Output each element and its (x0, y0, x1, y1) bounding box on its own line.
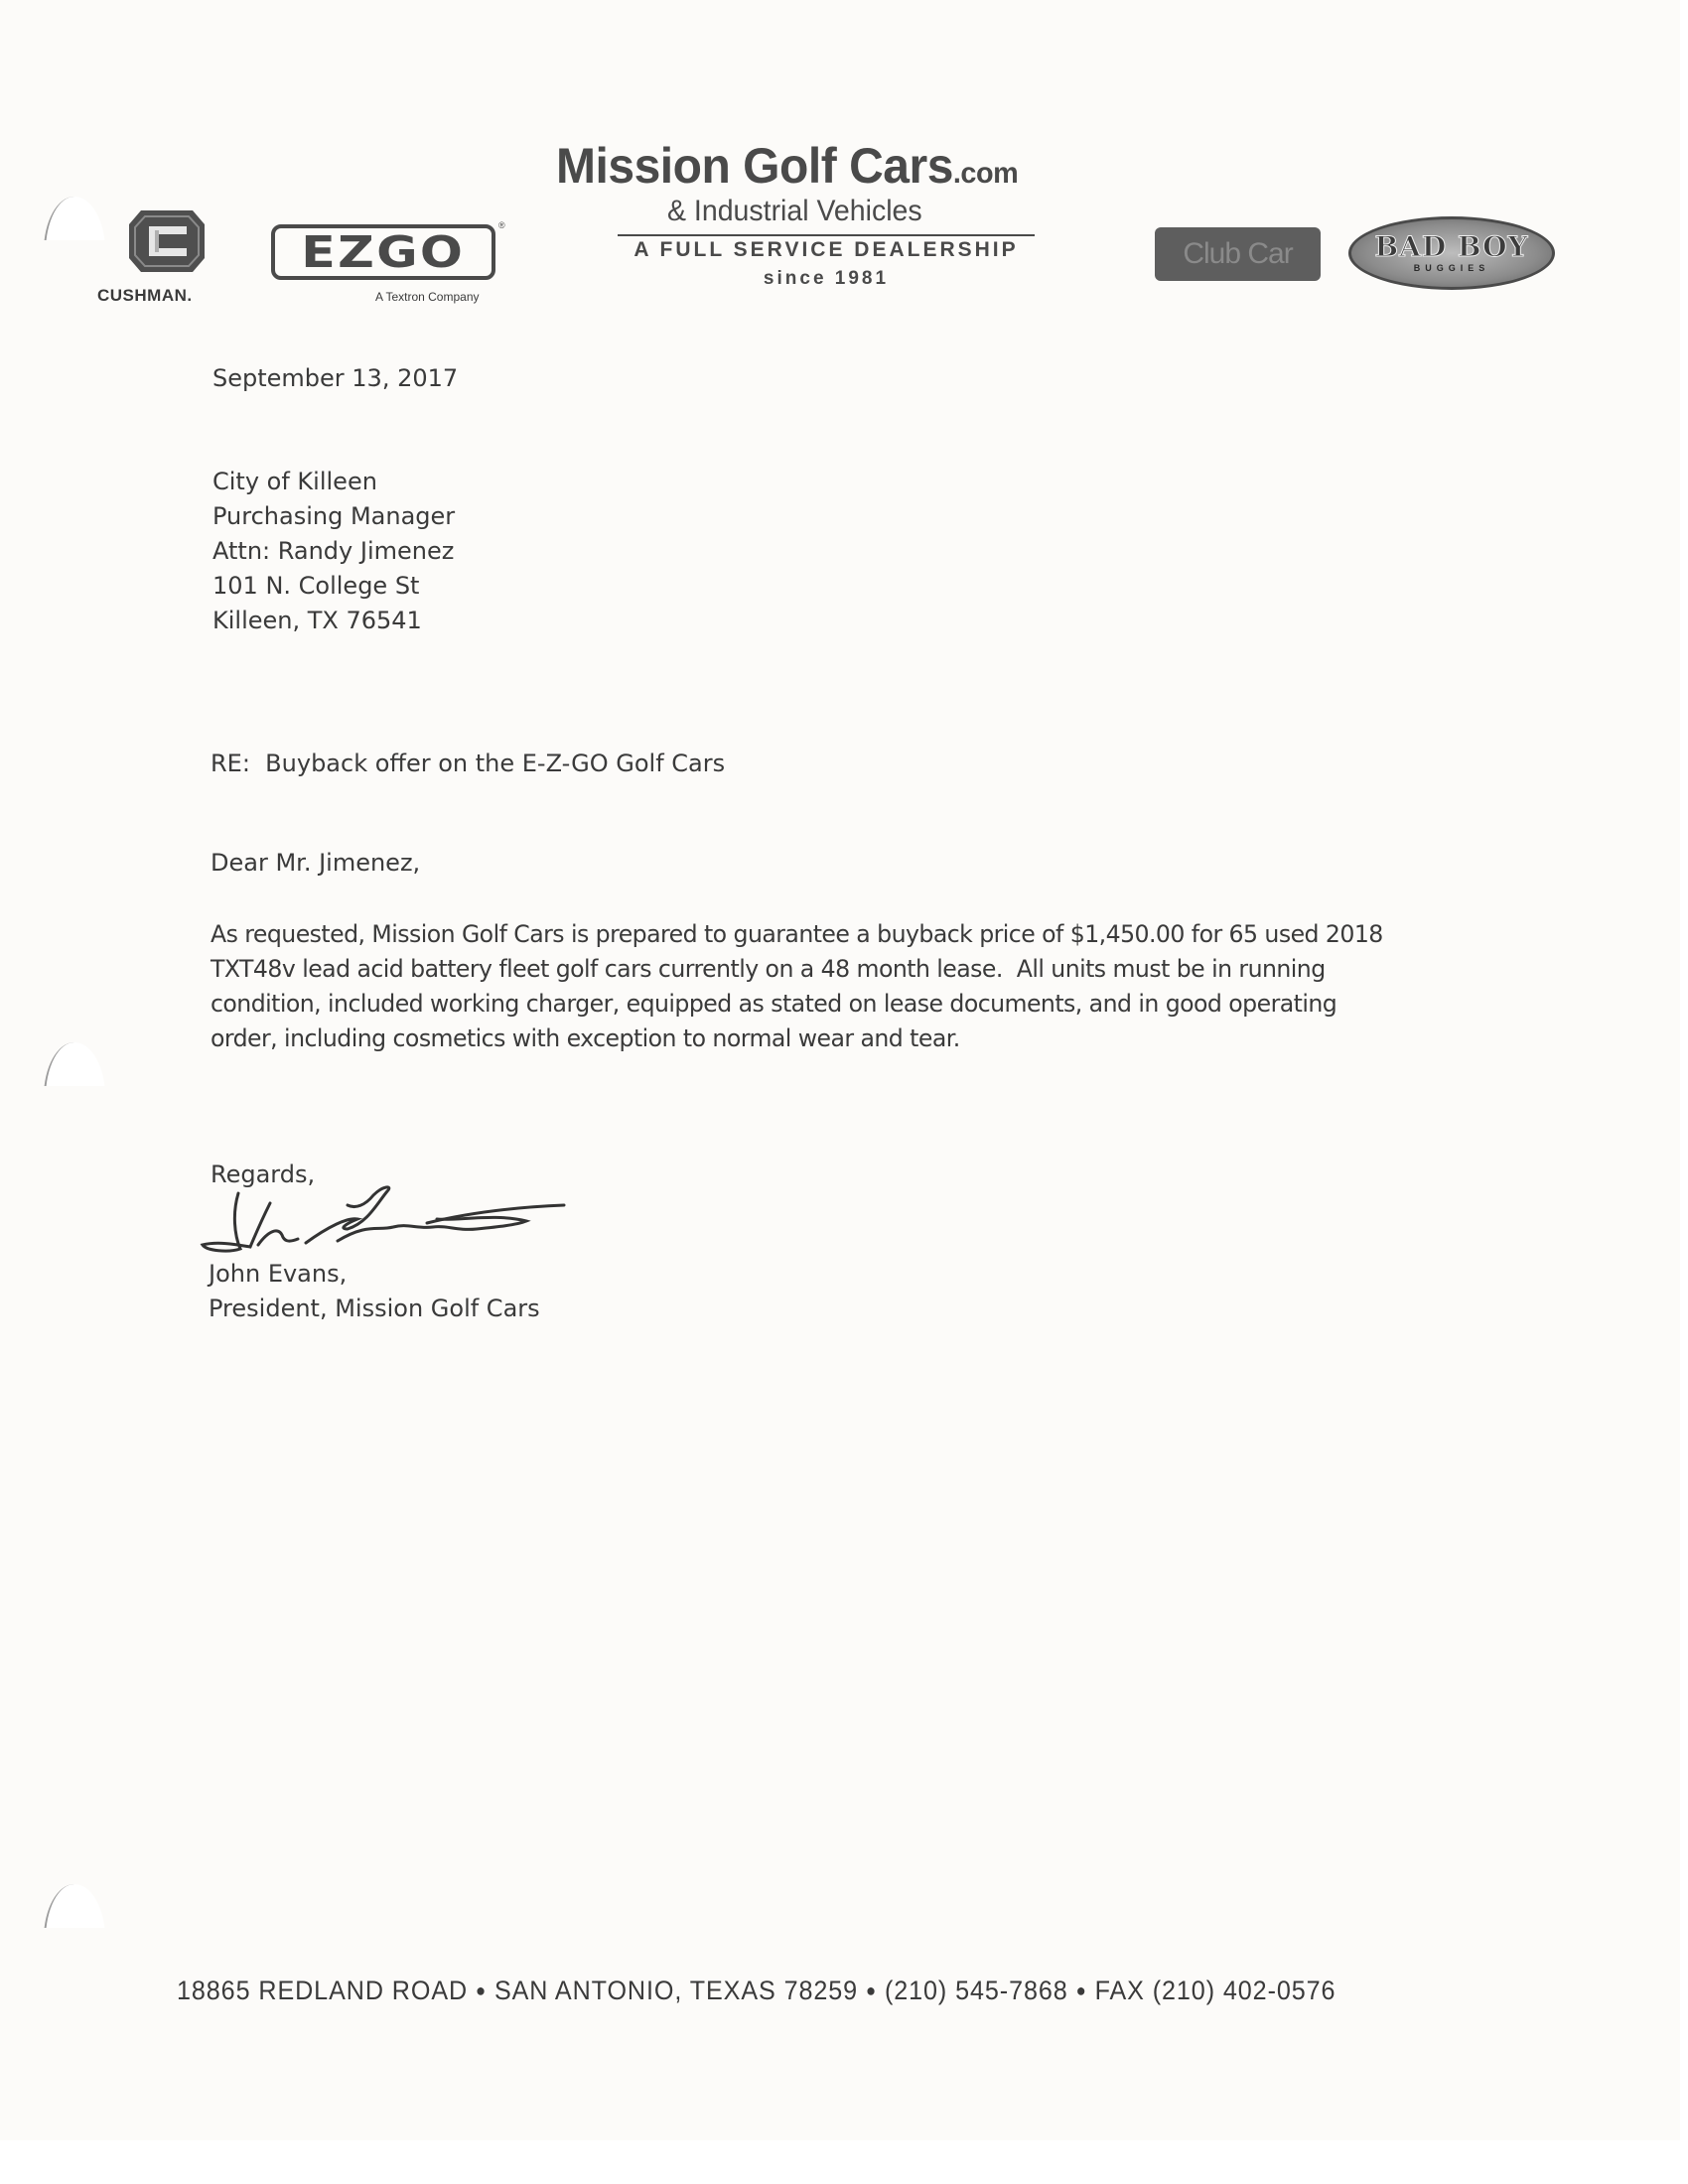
recipient-line: City of Killeen (212, 468, 377, 495)
recipient-line: Attn: Randy Jimenez (212, 537, 455, 565)
company-subtitle: & Industrial Vehicles (667, 195, 922, 227)
badboy-logo (1348, 216, 1555, 290)
closing: Regards, (211, 1160, 316, 1188)
footer-separator: ● (475, 1980, 488, 2000)
footer-fax: FAX (210) 402-0576 (1094, 1976, 1336, 2005)
badboy-logo-subtitle: BUGGIES (1413, 263, 1490, 273)
ezgo-logo-subtitle: A Textron Company (375, 290, 480, 304)
company-name-text: Mission Golf Cars (556, 138, 953, 194)
ezgo-registered-mark: ® (498, 220, 505, 230)
ezgo-logo (271, 224, 495, 280)
recipient-line: 101 N. College St (212, 572, 420, 600)
cushman-logo-label: CUSHMAN. (97, 286, 193, 305)
letterhead-footer (177, 1976, 1336, 2006)
footer-separator: ● (1075, 1980, 1087, 2000)
company-domain-suffix: .com (952, 157, 1019, 190)
footer-phone: (210) 545-7868 (884, 1976, 1068, 2005)
body-line: As requested, Mission Golf Cars is prepared to guarantee a buyback price of $1,450.00 for 65 used 2018 (211, 920, 1383, 948)
body-paragraph (211, 917, 1491, 1056)
signer-title: President, Mission Golf Cars (209, 1295, 540, 1322)
footer-address: 18865 REDLAND ROAD (177, 1976, 469, 2005)
salutation: Dear Mr. Jimenez, (211, 849, 421, 877)
hole-punch-mark (44, 1042, 105, 1152)
letterhead-divider (618, 234, 1035, 236)
company-tagline: A FULL SERVICE DEALERSHIP (633, 238, 1019, 261)
badboy-logo-text: BAD BOY (1374, 230, 1529, 263)
ezgo-logo-text: EZGO (301, 226, 466, 278)
recipient-line: Killeen, TX 76541 (212, 607, 422, 634)
body-line: condition, included working charger, equipped as stated on lease documents, and in good operating (211, 990, 1337, 1018)
body-line: order, including cosmetics with exception to normal wear and tear. (211, 1024, 960, 1052)
footer-separator: ● (865, 1980, 878, 2000)
signer-name: John Evans, (209, 1260, 348, 1288)
body-line: TXT48v lead acid battery fleet golf cars currently on a 48 month lease. All units must be in running (211, 955, 1326, 983)
footer-city: SAN ANTONIO, TEXAS 78259 (493, 1976, 859, 2005)
clubcar-logo (1155, 227, 1321, 281)
hole-punch-mark (44, 197, 105, 306)
company-name (556, 137, 1018, 195)
letter-date: September 13, 2017 (212, 364, 459, 392)
clubcar-logo-text: Club Car (1183, 237, 1293, 270)
recipient-address-block (212, 465, 455, 638)
company-since: since 1981 (763, 268, 890, 289)
cushman-badge-icon (127, 208, 207, 274)
subject-line: RE: Buyback offer on the E-Z-GO Golf Cars (211, 750, 726, 777)
hole-punch-mark (44, 1884, 105, 1993)
handwritten-signature (199, 1183, 566, 1263)
recipient-line: Purchasing Manager (212, 502, 456, 530)
